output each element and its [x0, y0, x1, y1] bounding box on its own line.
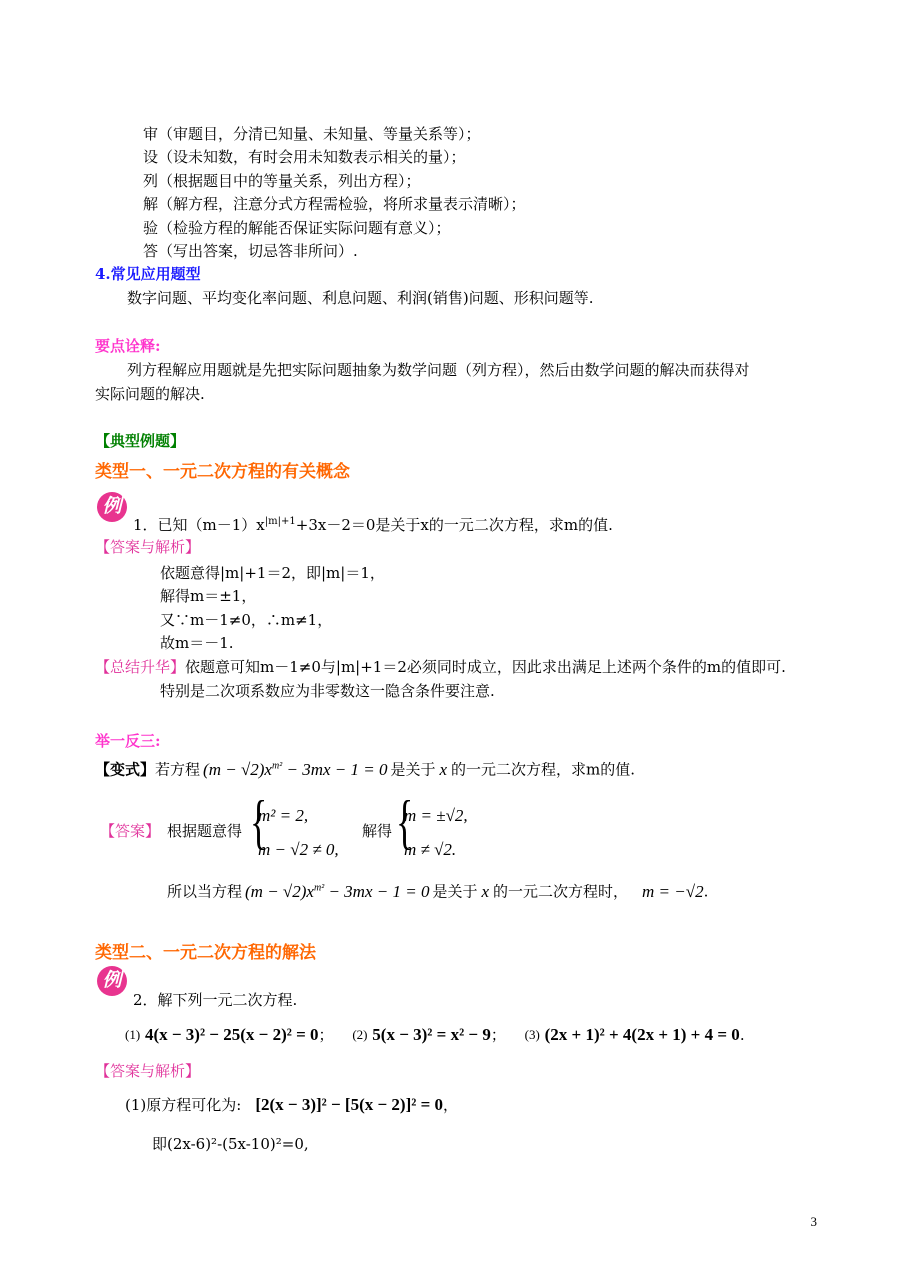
type1-title: 类型一、一元二次方程的有关概念	[95, 462, 350, 482]
example-badge-icon-2: 例	[97, 966, 127, 996]
solution-line2: 解得m＝±1，	[160, 587, 257, 605]
key-points-title: 要点诠释:	[95, 337, 161, 355]
section4-body: 数字问题、平均变化率问题、利息问题、利润(销售)问题、形积问题等.	[127, 289, 594, 307]
section4-title: 4.常见应用题型	[95, 265, 201, 283]
variant-equation: $(m - √2)x^{m^2} - 3mx - 1 = 0$	[203, 759, 388, 779]
step-yan: 验（检验方程的解能否保证实际问题有意义）；	[143, 219, 451, 237]
key-points-line2: 实际问题的解决.	[95, 385, 205, 403]
system1-eq2: m − √2 ≠ 0,	[258, 840, 339, 859]
solution2-line1: (1)原方程可化为: [2(x − 3)]² − [5(x − 2)]² = 0，	[125, 1095, 459, 1114]
step-she: 设（设未知数，有时会用未知数表示相关的量）；	[143, 148, 466, 166]
practice-title: 举一反三:	[95, 732, 161, 750]
system-brace-1: {	[250, 789, 268, 855]
step-lie: 列（根据题目中的等量关系，列出方程）；	[143, 172, 421, 190]
typical-examples-heading: 【典型例题】	[95, 432, 186, 450]
conclusion-answer: m = −√2	[642, 881, 704, 901]
equation-part1: 4(x − 3)² − 25(x − 2)² = 0	[144, 1025, 319, 1044]
key-points-line1: 列方程解应用题就是先把实际问题抽象为数学问题（列方程），然后由数学问题的解决而获得对	[127, 361, 750, 379]
equation-part3: (2x + 1)² + 4(2x + 1) + 4 = 0	[544, 1025, 740, 1044]
equation-rewritten: [2(x − 3)]² − [5(x − 2)]² = 0	[255, 1095, 444, 1114]
type2-title: 类型二、一元二次方程的解法	[95, 943, 316, 963]
example2-question: 2．解下列一元二次方程.	[133, 991, 298, 1009]
summary-line2: 特别是二次项系数应为非零数这一隐含条件要注意.	[160, 682, 495, 700]
variant-line: 【变式】若方程 $(m - √2)x^{m^2} - 3mx - 1 = 0$ 是关于 x 的一元二次方程，求m的值.	[95, 759, 636, 779]
step-shen: 审（审题目，分清已知量、未知量、等量关系等）；	[143, 125, 481, 143]
system1-eq1: m² = 2,	[258, 806, 309, 825]
system2-eq1: m = ±√2,	[404, 806, 468, 825]
answer-label-variant: 【答案】	[100, 822, 161, 840]
system-brace-2: {	[396, 789, 414, 855]
example2-parts: (1) 4(x − 3)² − 25(x − 2)² = 0； (2) 5(x − 3)² = x² − 9； (3) (2x + 1)² + 4(2x + 1) + 4 = 0.	[125, 1025, 745, 1044]
system2-eq2: m ≠ √2.	[404, 840, 457, 859]
answer-label: 【答案与解析】	[95, 538, 201, 556]
answer-label-2: 【答案与解析】	[95, 1062, 201, 1080]
solution2-line2: 即(2x-6)²-(5x-10)²=0,	[152, 1135, 309, 1153]
solution-line3: 又∵m－1≠0，∴m≠1，	[160, 611, 333, 629]
step-jie: 解（解方程，注意分式方程需检验，将所求量表示清晰）；	[143, 195, 526, 213]
solution-line1: 依题意得|m|+1＝2，即|m|＝1，	[160, 564, 385, 582]
step-da: 答（写出答案，切忌答非所问）.	[143, 242, 358, 260]
summary-line1: 【总结升华】依题意可知m－1≠0与|m|+1＝2必须同时成立，因此求出满足上述两个条件的m的值即可.	[95, 658, 786, 676]
solution-line4: 故m＝－1.	[160, 634, 234, 652]
example1-question: 1．已知$(m-1)x^{|m|+1}+3x-2=0$是关于x的一元二次方程，求m的值.	[133, 516, 613, 534]
answer-pre: 根据题意得	[167, 822, 243, 840]
example-badge-icon: 例	[97, 492, 127, 522]
equation-part2: 5(x − 3)² = x² − 9	[372, 1025, 491, 1044]
answer-mid: 解得	[362, 822, 393, 840]
page-number: 3	[810, 1214, 817, 1229]
variant-label: 【变式】	[95, 760, 156, 779]
conclusion-line: 所以当方程 $(m - √2)x^{m^2} - 3mx - 1 = 0$ 是关于 x 的一元二次方程时， m = −√2.	[167, 881, 709, 901]
summary-label: 【总结升华】	[95, 658, 186, 676]
